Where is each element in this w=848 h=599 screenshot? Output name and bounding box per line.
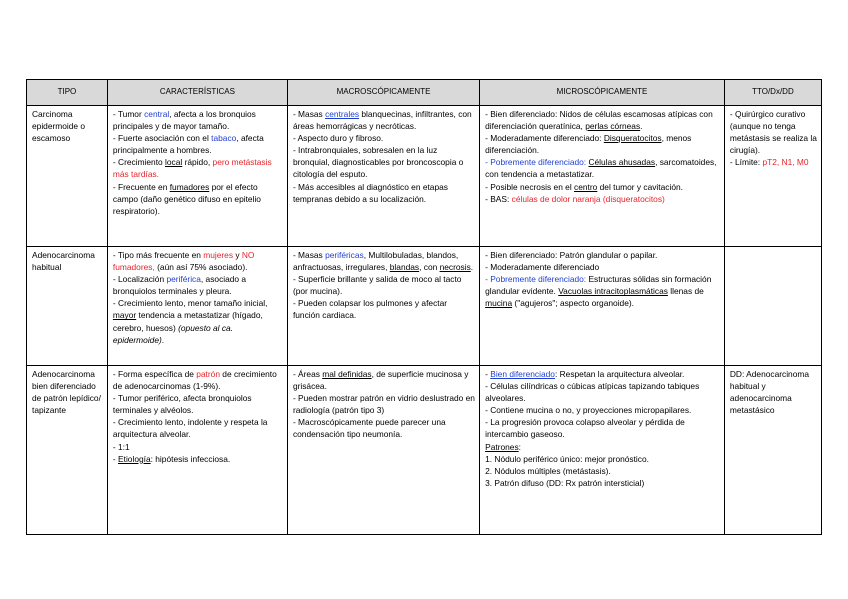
text-run: del tumor y cavitación.: [597, 181, 683, 192]
text-run: 2. Nódulos múltiples (metástasis).: [485, 465, 611, 476]
text-run: pT2, N1, M0: [762, 157, 809, 168]
bullet-line: [113, 441, 283, 453]
text-run: -: [112, 453, 119, 464]
text-run: DD: Adenocarcinoma habitual y adenocarcinoma metastásico: [729, 369, 810, 416]
bullet-line: [113, 273, 283, 297]
cell-microscopicamente: [480, 366, 725, 535]
header-tipo: TIPO: [27, 80, 108, 106]
text-run: Etiología: [118, 453, 151, 464]
text-run: - Tumor periférico, afecta bronquiolos terminales y alvéolos.: [112, 393, 252, 416]
table-row: [27, 106, 822, 247]
text-run: - Pueden mostrar patrón en vidrio deslustrado en radiología (patrón tipo 3): [292, 393, 475, 416]
text-run: - 1:1: [112, 441, 130, 452]
text-run: - Macroscópicamente puede parecer una condensación tipo neumonía.: [292, 417, 446, 440]
cell-tto: [724, 366, 821, 535]
text-run: - Localización: [112, 274, 167, 285]
bullet-line: [293, 181, 475, 205]
text-run: - Aspecto duro y fibroso.: [292, 133, 384, 144]
text-run: blandas: [389, 262, 420, 273]
text-run: patrón: [196, 369, 220, 379]
text-run: Bien diferenciado: [490, 369, 555, 379]
text-run: - Crecimiento lento, indolente y respeta la arquitectura alveolar.: [112, 417, 268, 440]
text-run: - Pobremente diferenciado:: [485, 274, 589, 285]
text-run: - Pobremente diferenciado:: [485, 157, 589, 168]
text-run: - Células cilíndricas o cúbicas atípicas tapizando tabiques alveolares.: [485, 381, 700, 404]
text-run: blanquecinas, infiltrantes, con áreas hemorrágicas y necróticas.: [292, 109, 472, 132]
text-run: - Moderadamente diferenciado:: [485, 133, 604, 144]
bullet-line: [113, 368, 283, 392]
text-run: - Más accesibles al diagnóstico en etapas tempranas debido a su localización.: [292, 181, 448, 204]
text-run: centrales: [325, 109, 360, 119]
text-run: : hipótesis infecciosa.: [150, 453, 231, 464]
bullet-line: [113, 156, 283, 180]
bullet-line: [730, 108, 817, 156]
header-tto-dx-dd: TTO/Dx/DD: [724, 80, 821, 106]
bullet-line: [485, 416, 720, 440]
text-run: - BAS:: [485, 193, 512, 204]
text-run: , asociado a bronquiolos terminales y pleura.: [112, 274, 247, 297]
text-run: - Bien diferenciado: Patrón glandular o papilar.: [485, 250, 658, 260]
text-run: (opuesto al ca. epidermoide): [112, 322, 234, 345]
text-run: - Crecimiento: [112, 157, 166, 168]
cell-caracteristicas: [107, 247, 287, 366]
text-run: - Quirúrgico curativo (aunque no tenga metástasis se realiza la cirugía).: [729, 109, 817, 156]
text-run: tabaco: [211, 133, 237, 144]
bullet-line: [485, 404, 720, 416]
text-run: , con: [419, 262, 440, 273]
text-run: NO fumadores,: [112, 250, 255, 273]
bullet-line: [113, 416, 283, 440]
cell-macroscopicamente: [287, 247, 479, 366]
bullet-line: [485, 441, 720, 453]
table-row: [27, 247, 822, 366]
bullet-line: [113, 453, 283, 465]
text-run: Células ahusadas: [588, 157, 656, 168]
header-macroscopicamente: MACROSCÓPICAMENTE: [287, 80, 479, 106]
comparison-table: [26, 79, 822, 535]
text-run: por el efecto campo (daño genético difuso en epitelio respiratorio).: [112, 181, 261, 216]
text-run: mayor: [112, 310, 137, 321]
text-run: ("agujeros"; aspecto organoide).: [512, 298, 634, 309]
cell-tto: [724, 247, 821, 366]
text-run: - Pueden colapsar los pulmones y afectar función cardiaca.: [292, 298, 448, 321]
text-run: centro: [574, 181, 598, 192]
text-run: , Multilobuladas, blandos, anfractuosas, irregulares,: [292, 250, 459, 273]
text-run: mal definidas: [322, 369, 372, 379]
bullet-line: [485, 249, 720, 261]
bullet-line: [113, 132, 283, 156]
text-run: - Límite:: [729, 157, 763, 168]
text-run: periféricas: [325, 250, 364, 260]
text-run: - Bien diferenciado: Nidos de células escamosas atípicas con diferenciación queratínica,: [485, 109, 713, 132]
text-run: - Intrabronquiales, sobresalen en la luz bronquial, diagnosticables por broncoscopia o citología del esputo.: [292, 145, 464, 180]
bullet-line: [485, 380, 720, 404]
text-run: -: [485, 369, 491, 379]
cell-caracteristicas: [107, 106, 287, 247]
bullet-line: [485, 132, 720, 156]
bullet-line: [113, 297, 283, 345]
text-run: - Fuerte asociación con el: [112, 133, 212, 144]
text-run: 1. Nódulo periférico único: mejor pronóstico.: [485, 453, 649, 464]
text-run: - Masas: [292, 109, 326, 119]
cell-macroscopicamente: [287, 106, 479, 247]
cell-microscopicamente: [480, 247, 725, 366]
bullet-line: [485, 477, 720, 489]
bullet-line: [485, 181, 720, 193]
cell-caracteristicas: [107, 366, 287, 535]
text-run: - Masas: [292, 250, 326, 260]
text-run: central: [144, 109, 170, 119]
bullet-line: [293, 368, 475, 392]
text-run: y: [233, 250, 242, 260]
text-run: necrosis: [439, 262, 471, 273]
bullet-line: [293, 392, 475, 416]
header-microscopicamente: MICROSCÓPICAMENTE: [480, 80, 725, 106]
bullet-line: [485, 108, 720, 132]
text-run: .: [161, 334, 165, 345]
text-run: , sarcomatoides, con tendencia a metastatizar.: [485, 157, 717, 180]
text-run: de crecimiento de adenocarcinomas (1-9%).: [112, 369, 277, 392]
text-run: 3. Patrón difuso (DD: Rx patrón intersticial): [485, 477, 645, 488]
text-run: rápido,: [182, 157, 213, 168]
text-run: tendencia a metastatizar (hígado, cerebro, huesos): [112, 310, 263, 333]
text-run: - Posible necrosis en el: [485, 181, 575, 192]
text-run: :: [518, 441, 521, 452]
text-run: Disqueratocitos: [603, 133, 662, 144]
text-run: - Áreas: [292, 369, 323, 379]
bullet-line: [293, 144, 475, 180]
text-run: : Respetan la arquitectura alveolar.: [554, 369, 685, 379]
text-run: mujeres: [203, 250, 234, 260]
text-run: pero metástasis más tardías.: [112, 157, 272, 180]
bullet-line: [293, 249, 475, 273]
text-run: Estructuras sólidas sin formación glandular evidente.: [485, 274, 712, 297]
text-run: células de dolor naranja (disqueratocitos): [511, 193, 665, 204]
cell-tipo: Carcinoma epidermoide o escamoso: [27, 106, 108, 247]
text-run: , afecta principalmente a hombres.: [112, 133, 264, 156]
text-run: perlas córneas: [585, 121, 641, 132]
text-run: - Superficie brillante y salida de moco al tacto (por mucina).: [292, 274, 462, 297]
text-run: - Frecuente en: [112, 181, 170, 192]
bullet-line: [730, 368, 817, 416]
bullet-line: [113, 392, 283, 416]
bullet-line: [730, 156, 817, 168]
header-caracteristicas: CARACTERÍSTICAS: [107, 80, 287, 106]
bullet-line: [293, 108, 475, 132]
bullet-line: [485, 273, 720, 309]
text-run: , de superficie mucinosa y grisácea.: [292, 369, 469, 392]
text-run: , menos diferenciación.: [485, 133, 692, 156]
cell-microscopicamente: [480, 106, 725, 247]
text-run: Vacuolas intracitoplasmáticas: [558, 286, 668, 297]
bullet-line: [113, 181, 283, 217]
bullet-line: [485, 156, 720, 180]
text-run: .: [640, 121, 643, 132]
bullet-line: [485, 193, 720, 205]
text-run: - Moderadamente diferenciado: [485, 262, 600, 273]
text-run: - Tumor: [112, 109, 145, 119]
bullet-line: [113, 108, 283, 132]
bullet-line: [485, 261, 720, 273]
header-row: [27, 80, 822, 106]
text-run: .: [470, 262, 474, 273]
bullet-line: [485, 465, 720, 477]
bullet-line: [485, 453, 720, 465]
bullet-line: [293, 273, 475, 297]
text-run: llenas de: [667, 286, 704, 297]
text-run: mucina: [485, 298, 513, 309]
text-run: - Contiene mucina o no, y proyecciones micropapilares.: [485, 405, 692, 416]
bullet-line: [113, 249, 283, 273]
bullet-line: [293, 416, 475, 440]
cell-tipo: Adenocarcinoma bien diferenciado de patrón lepídico/ tapizante: [27, 366, 108, 535]
cell-tipo: Adenocarcinoma habitual: [27, 247, 108, 366]
cell-macroscopicamente: [287, 366, 479, 535]
bullet-line: [293, 297, 475, 321]
text-run: (aún así 75% asociado).: [154, 262, 248, 273]
text-run: local: [165, 157, 183, 168]
text-run: Patrones: [485, 441, 519, 452]
text-run: - La progresión provoca colapso alveolar y pérdida de intercambio gaseoso.: [485, 417, 685, 440]
text-run: periférica: [166, 274, 201, 285]
cell-tto: [724, 106, 821, 247]
table-row: [27, 366, 822, 535]
text-run: - Tipo más frecuente en: [112, 250, 204, 260]
bullet-line: [485, 368, 720, 380]
text-run: - Crecimiento lento, menor tamaño inicial,: [112, 298, 268, 309]
bullet-line: [293, 132, 475, 144]
text-run: fumadores: [169, 181, 210, 192]
text-run: , afecta a los bronquios principales y de mayor tamaño.: [112, 109, 256, 132]
text-run: - Forma específica de: [112, 369, 197, 379]
